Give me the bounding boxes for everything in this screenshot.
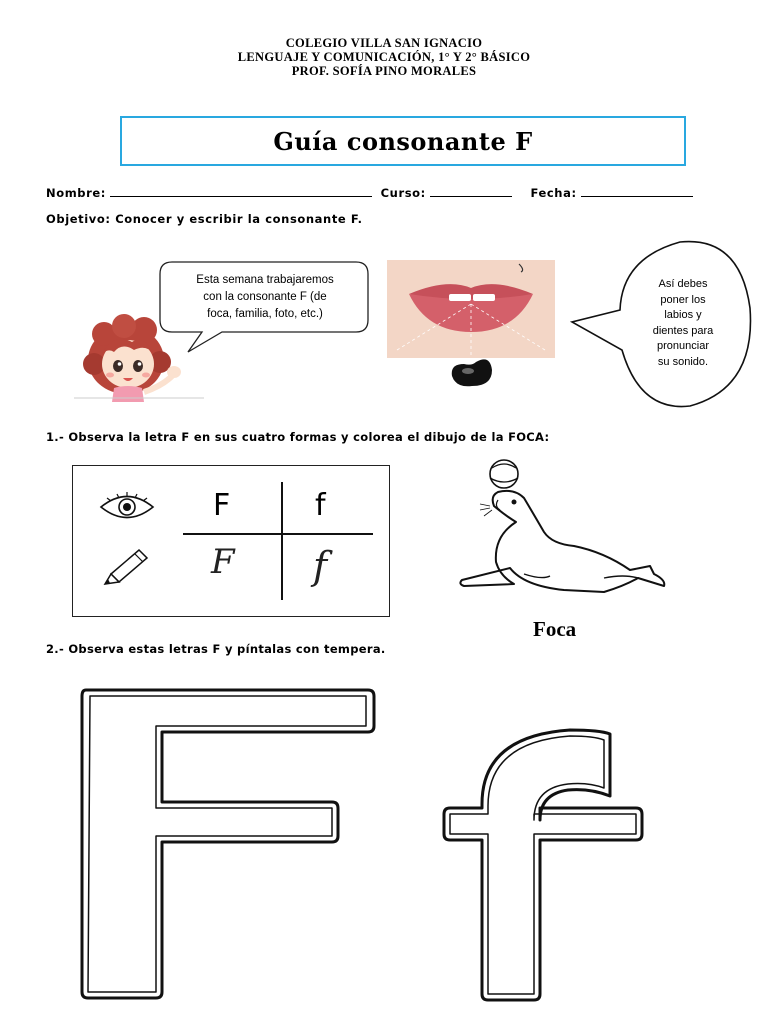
- pencil-icon: [101, 546, 153, 586]
- lips-image: [387, 260, 555, 358]
- oval-line-6: su sonido.: [657, 355, 709, 368]
- objective: Objetivo: Conocer y escribir la consonante F.: [46, 212, 363, 226]
- bean-shape: [446, 356, 496, 390]
- school-name: COLEGIO VILLA SAN IGNACIO: [285, 36, 483, 50]
- curso-label: Curso:: [380, 186, 426, 200]
- letter-table: [72, 465, 390, 617]
- oval-line-3: labios y: [664, 309, 702, 321]
- script-uppercase-f: F: [211, 542, 235, 582]
- oval-bubble-text: [630, 277, 736, 370]
- foca-label: Foca: [533, 617, 577, 641]
- oval-line-1: Así debes: [658, 278, 708, 290]
- eye-icon: [99, 492, 155, 522]
- outline-uppercase-f: [76, 684, 380, 1002]
- fecha-label: Fecha:: [530, 186, 577, 200]
- page-title: Guía consonante F: [120, 116, 686, 166]
- question-2: 2.- Observa estas letras F y píntalas con tempera.: [46, 642, 386, 656]
- oval-line-4: dientes para: [652, 324, 714, 337]
- nombre-field[interactable]: [110, 196, 372, 197]
- fecha-field[interactable]: [581, 196, 693, 197]
- table-divider-horizontal: [183, 533, 373, 535]
- print-uppercase-f: F: [213, 488, 231, 523]
- teacher-name: PROF. SOFÍA PINO MORALES: [291, 64, 477, 78]
- script-lowercase-f: f: [313, 544, 328, 588]
- oval-line-2: poner los: [660, 293, 706, 306]
- seal-illustration: [454, 456, 668, 606]
- nombre-label: Nombre:: [46, 186, 107, 200]
- print-lowercase-f: f: [315, 488, 326, 523]
- table-divider-vertical: [281, 482, 283, 600]
- speech-line-2: con la consonante F (de: [203, 291, 327, 303]
- subject-line: LENGUAJE Y COMUNICACIÓN, 1° Y 2° BÁSICO: [237, 50, 531, 64]
- curso-field[interactable]: [430, 196, 512, 197]
- question-1: 1.- Observa la letra F en sus cuatro formas y colorea el dibujo de la FOCA:: [46, 430, 550, 444]
- speech-line-1: Esta semana trabajaremos: [196, 274, 334, 286]
- outline-lowercase-f: [440, 726, 650, 1006]
- oval-line-5: pronunciar: [657, 340, 709, 352]
- speech-line-3: foca, familia, foto, etc.): [207, 308, 323, 320]
- speech-bubble-text: [162, 272, 368, 323]
- student-fields: [46, 186, 726, 200]
